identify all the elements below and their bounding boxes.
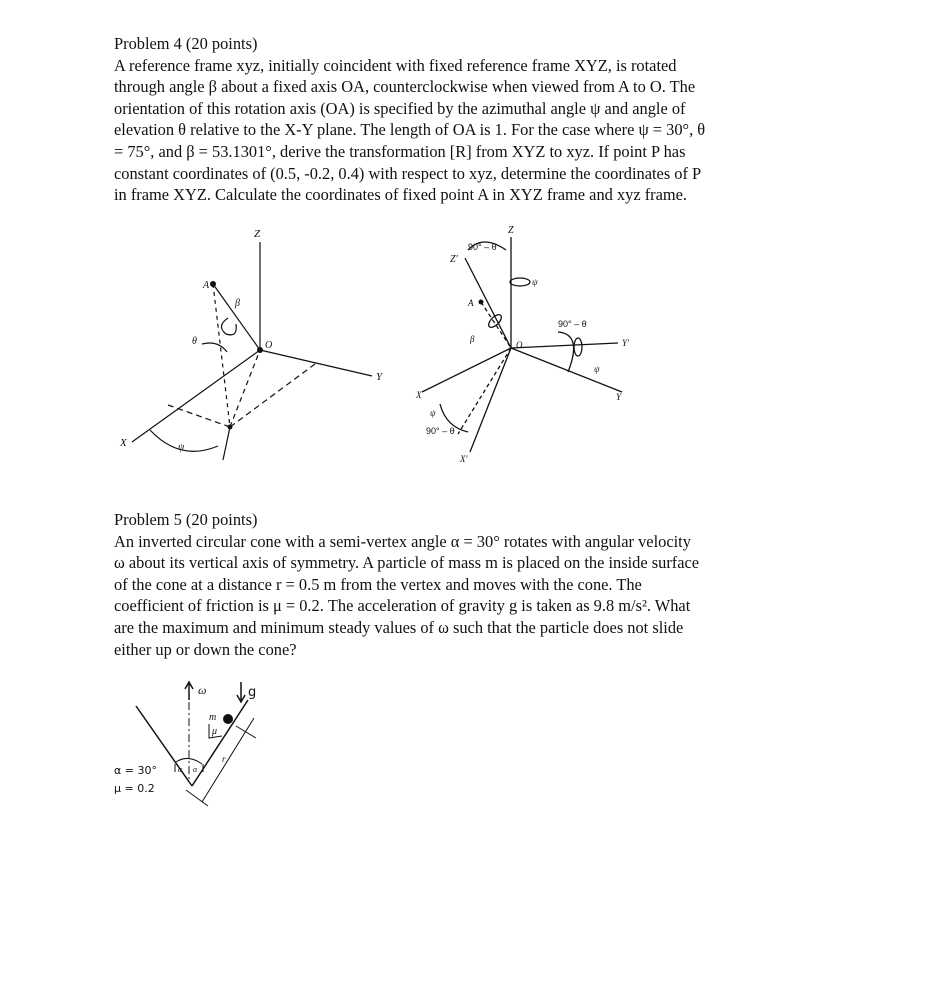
label-o: O: [516, 340, 523, 350]
problem-5-line-3: of the cone at a distance r = 0.5 m from the vertex and moves with the cone. The: [114, 574, 642, 594]
label-z-prime: Z': [450, 254, 458, 265]
problem-5-line-5: are the maximum and minimum steady values of ω such that the particle does not slide: [114, 617, 684, 637]
right-rotation-ellipse: [574, 338, 582, 356]
theta-arc: [202, 343, 227, 352]
right-angle-arc: [558, 332, 574, 372]
problem-4-line-3: orientation of this rotation axis (OA) is specified by the azimuthal angle ψ and angle of: [114, 98, 686, 118]
note-mu: μ = 0.2: [114, 782, 155, 795]
label-x: X: [416, 390, 422, 400]
label-psi-top: ψ: [532, 277, 538, 287]
problem-4-line-6: constant coordinates of (0.5, -0.2, 0.4) with respect to xyz, determine the coordinates of P: [114, 163, 702, 183]
label-a: A: [203, 280, 210, 291]
x-axis-line: [422, 348, 511, 392]
y-axis-line: [260, 350, 372, 376]
label-alpha-right: α: [193, 765, 198, 774]
label-m: m: [209, 712, 217, 723]
problem-4-line-1: A reference frame xyz, initially coincident with fixed reference frame XYZ, is rotated: [114, 55, 677, 75]
oa-projection-line: [230, 350, 260, 427]
label-90-theta-top: 90° – θ: [468, 242, 497, 252]
label-beta: β: [470, 334, 475, 344]
label-beta: β: [235, 298, 240, 309]
label-psi: ψ: [178, 442, 185, 453]
problem-5-line-2: ω about its vertical axis of symmetry. A particle of mass m is placed on the inside surface: [114, 553, 700, 573]
psi-tick-line: [223, 427, 230, 460]
problem-5-line-4: coefficient of friction is μ = 0.2. The acceleration of gravity g is taken as 9.8 m/s². What: [114, 596, 691, 616]
y-prime-axis-line: [511, 343, 618, 348]
label-z: Z: [508, 225, 514, 236]
label-psi-right: ψ: [594, 364, 600, 374]
point-a-dot: [210, 281, 216, 287]
label-mu: μ: [212, 726, 218, 737]
a-drop-line: [213, 284, 230, 427]
y-axis-line: [511, 348, 622, 392]
note-alpha: α = 30°: [114, 764, 157, 777]
psi-rotation-ellipse: [510, 278, 530, 286]
problem-4-title: Problem 4 (20 points): [114, 34, 258, 53]
beta-rotation-arrow: [221, 318, 236, 335]
problem-4-line-4: elevation θ relative to the X-Y plane. The length of OA is 1. For the case where ψ = 30°, θ: [114, 120, 706, 140]
problem-5-line-1: An inverted circular cone with a semi-vertex angle α = 30° rotates with angular velocity: [114, 531, 691, 551]
label-x: X: [120, 437, 127, 449]
problem-4-figure-left: [110, 222, 410, 472]
particle-mass: [223, 714, 233, 724]
projection-dot: [228, 425, 233, 430]
r-dimension-tick-top: [236, 726, 256, 738]
problem-5-title: Problem 5 (20 points): [114, 510, 258, 529]
problem-5-figure: [108, 678, 308, 818]
label-alpha-left: α: [178, 765, 183, 774]
label-x-prime: X': [460, 454, 468, 464]
x-axis-line: [132, 350, 260, 442]
problem-4-line-5: = 75°, and β = 53.1301°, derive the transformation [R] from XYZ to xyz. If point P has: [114, 141, 686, 161]
problem-5: [114, 509, 804, 660]
x-prime-axis-line: [470, 348, 511, 452]
dashed-y-parallel: [230, 364, 315, 427]
label-omega: ω: [198, 683, 207, 697]
label-z: Z: [254, 228, 261, 240]
point-a-dot: [479, 300, 484, 305]
problem-4: [114, 33, 804, 206]
label-o: O: [265, 340, 273, 351]
label-a: A: [468, 298, 474, 308]
label-y-prime: Y': [622, 338, 629, 348]
label-y: Y: [376, 371, 383, 383]
problem-4-line-7: in frame XYZ. Calculate the coordinates of fixed point A in XYZ frame and xyz frame.: [114, 185, 688, 205]
problem-4-figure-right: [408, 222, 648, 467]
label-theta: θ: [192, 336, 197, 347]
label-90-theta-bottom: 90° – θ: [426, 426, 455, 436]
problem-4-line-2: through angle β about a fixed axis OA, counterclockwise when viewed from A to O. The: [114, 77, 696, 97]
label-90-theta-right: 90° – θ: [558, 319, 587, 329]
label-g: g: [248, 685, 257, 700]
label-y: Y: [616, 392, 622, 402]
dashed-x-parallel: [168, 405, 230, 427]
problem-5-line-6: either up or down the cone?: [114, 639, 297, 659]
origin-o-dot: [257, 347, 263, 353]
label-r: r: [222, 754, 226, 764]
label-psi-left: ψ: [430, 408, 436, 418]
